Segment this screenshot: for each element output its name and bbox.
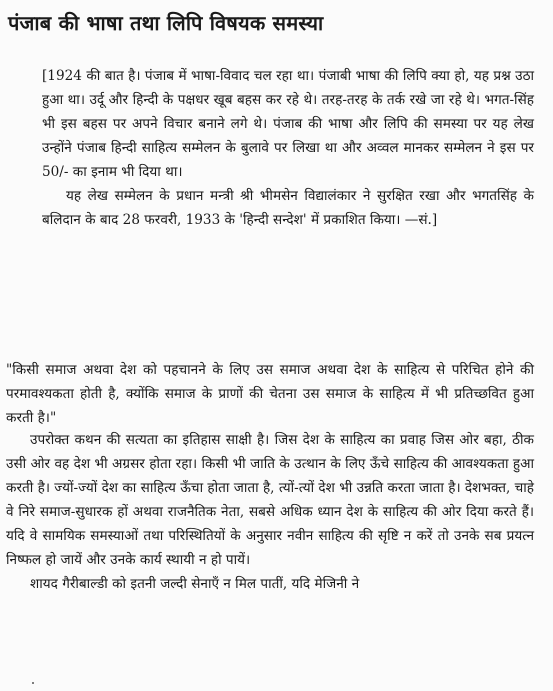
editor-note-paragraph-2: यह लेख सम्मेलन के प्रधान मन्त्री श्री भीमसेन विद्यालंकार ने सुरक्षित रखा और भगतसिंह के बलिदान के बाद 28 फरवरी, 1933 के 'हिन्दी सन्देश' में प्रकाशित किया। —सं.]: [42, 188, 534, 228]
page-title: पंजाब की भाषा तथा लिपि विषयक समस्या: [8, 11, 324, 35]
scan-dot: [32, 682, 34, 684]
body-paragraph-1: उपरोक्त कथन की सत्यता का इतिहास साक्षी है। जिस देश के साहित्य का प्रवाह जिस ओर बहा, ठीक उसी ओर वह देश भी अग्रसर होता रहा। किसी भी जाति के उत्थान के लिए ऊँचे साहित्य की आवश्यकता हुआ करती है। ज्यों-ज्यों देश का साहित्य ऊँचा होता जाता है, त्यों-त्यों देश भी उन्नति करता जाता है। देशभक्त, चाहे वे निरे समाज-सुधारक हों अथवा राजनैतिक नेता, सबसे अधिक ध्यान देश के साहित्य की ओर दिया करते हैं। यदि वे सामयिक समस्याओं तथा परिस्थितियों के अनुसार नवीन साहित्य की सृष्टि न करें तो उनके सब प्रयत्न निष्फल हो जायें और उनके कार्य स्थायी न हो पायें।: [6, 432, 534, 568]
body-paragraph-2: शायद गैरीबाल्डी को इतनी जल्दी सेनाएँ न मिल पातीं, यदि मेजिनी ने: [30, 576, 360, 592]
editor-note-paragraph-1: [1924 की बात है। पंजाब में भाषा-विवाद चल रहा था। पंजाबी भाषा की लिपि क्या हो, यह प्रश्न उठा हुआ था। उर्दू और हिन्दी के पक्षधर खूब बहस कर रहे थे। तरह-तरह के तर्क रखे जा रहे थे। भगत-सिंह भी इस बहस पर अपने विचार बनाने लगे थे। पंजाब की भाषा और लिपि की समस्या पर यह लेख उन्होंने पंजाब हिन्दी साहित्य सम्मेलन के बुलावे पर लिखा था और अव्वल मानकर सम्मेलन ने इस पर 50/- का इनाम भी दिया था।: [42, 68, 534, 180]
article-body: [6, 428, 534, 596]
quote-text: "किसी समाज अथवा देश को पहचानने के लिए उस समाज अथवा देश के साहित्य से परिचित होने की परमावश्यकता होती है, क्योंकि समाज के प्राणों की चेतना उस समाज के साहित्य में भी प्रतिच्छवित हुआ करती है।": [6, 362, 534, 426]
opening-quote: [6, 358, 534, 430]
editor-note: [42, 64, 534, 232]
